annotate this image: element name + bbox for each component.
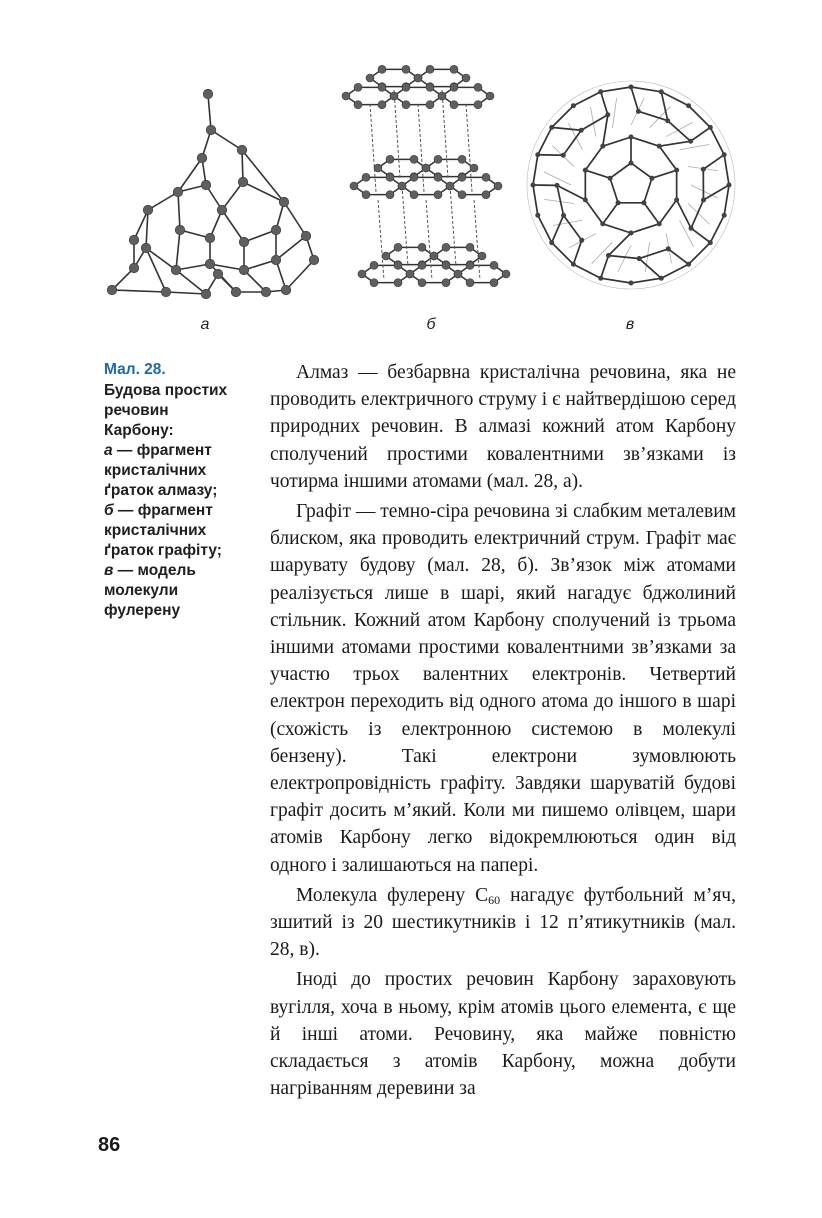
- atom: [583, 168, 587, 172]
- bond: [724, 185, 729, 215]
- atom: [366, 74, 374, 82]
- atom: [583, 198, 587, 202]
- bond: [538, 215, 552, 242]
- bond: [689, 243, 711, 265]
- bond: [208, 94, 211, 130]
- atom: [636, 109, 640, 113]
- bond: [601, 87, 631, 92]
- interlayer-link: [466, 104, 472, 192]
- bond: [659, 200, 676, 224]
- atom: [378, 65, 386, 73]
- atom: [414, 74, 422, 82]
- bond: [661, 92, 667, 121]
- back-bond: [680, 144, 710, 149]
- atom: [494, 182, 502, 190]
- atom: [458, 155, 466, 163]
- atom: [482, 173, 490, 181]
- bond: [552, 127, 582, 130]
- bond: [644, 203, 659, 224]
- atom: [129, 235, 139, 245]
- back-bond: [691, 185, 718, 198]
- atom: [531, 183, 535, 187]
- atom: [378, 83, 386, 91]
- atom: [601, 222, 605, 226]
- bond: [631, 87, 638, 111]
- atom: [674, 198, 678, 202]
- atom: [197, 153, 207, 163]
- atom: [689, 226, 693, 230]
- atom: [382, 252, 390, 260]
- atom: [462, 74, 470, 82]
- bond: [608, 255, 639, 258]
- atom: [599, 276, 603, 280]
- interlayer-link: [378, 200, 384, 280]
- bond: [112, 290, 166, 292]
- bond: [631, 163, 652, 178]
- atom: [665, 119, 669, 123]
- bond: [552, 215, 564, 242]
- bond: [166, 292, 206, 294]
- atom: [217, 205, 227, 215]
- bond: [585, 170, 610, 178]
- paragraph-diamond: Алмаз — безбарвна кристалічна речовина, яка не проводить електричного струму і є найтвердішою серед природних речовин. В алмазі кожний атом Карбону сполучений простими ковалентними зв’язками із чотирма іншими атомами (мал. 28, а).: [270, 362, 736, 492]
- main-text: [270, 359, 736, 1102]
- caption-line: ґраток алмазу;: [104, 482, 218, 499]
- atom: [450, 83, 458, 91]
- bond: [652, 170, 677, 178]
- interlayer-link: [450, 186, 456, 266]
- atom: [418, 261, 426, 269]
- atom: [478, 252, 486, 260]
- atom: [205, 259, 215, 269]
- atom: [418, 243, 426, 251]
- atom: [426, 65, 434, 73]
- caption-line: а — фрагмент: [104, 442, 212, 459]
- bond: [533, 185, 538, 215]
- interlayer-link: [370, 104, 376, 192]
- atom: [727, 183, 731, 187]
- atom: [402, 101, 410, 109]
- bond: [585, 200, 602, 224]
- atom: [659, 90, 663, 94]
- atom: [410, 191, 418, 199]
- atom: [482, 191, 490, 199]
- figure-label-c: в: [625, 316, 635, 333]
- atom: [659, 276, 663, 280]
- bond: [601, 278, 631, 283]
- bond: [691, 127, 711, 141]
- bond: [603, 137, 631, 146]
- bond: [661, 264, 688, 278]
- bond: [573, 92, 600, 106]
- atom: [674, 168, 678, 172]
- atom: [442, 243, 450, 251]
- atom: [342, 92, 350, 100]
- atom: [606, 253, 610, 257]
- figure-label-b: б: [426, 316, 436, 333]
- atom: [394, 243, 402, 251]
- atom: [410, 155, 418, 163]
- caption-letter: а: [104, 442, 113, 459]
- page-number: 86: [98, 1134, 121, 1156]
- bond: [176, 270, 206, 294]
- atom: [406, 270, 414, 278]
- bond: [242, 150, 284, 202]
- bond: [691, 200, 703, 228]
- bond: [552, 106, 574, 128]
- bond: [610, 178, 618, 203]
- bond: [176, 264, 210, 270]
- atom: [657, 144, 661, 148]
- caption-line: в — модель: [104, 562, 196, 579]
- atom: [599, 90, 603, 94]
- atom: [708, 125, 712, 129]
- caption-line: фулерену: [104, 602, 181, 619]
- atom: [601, 144, 605, 148]
- atom: [450, 101, 458, 109]
- atom: [550, 125, 554, 129]
- atom: [470, 164, 478, 172]
- back-bond: [688, 204, 710, 225]
- atom: [722, 213, 726, 217]
- bond: [631, 137, 659, 146]
- bond: [631, 224, 659, 233]
- atom: [370, 279, 378, 287]
- atom: [434, 155, 442, 163]
- atom: [606, 113, 610, 117]
- atom: [450, 65, 458, 73]
- atom: [458, 191, 466, 199]
- atom: [279, 197, 289, 207]
- graphite-lattice-diagram: [336, 60, 512, 310]
- bond: [710, 127, 724, 154]
- bond: [538, 127, 552, 154]
- atom: [213, 269, 223, 279]
- atom: [434, 191, 442, 199]
- bond: [146, 210, 148, 248]
- atom: [561, 213, 565, 217]
- bond: [244, 230, 276, 242]
- bond: [564, 215, 582, 240]
- bond: [603, 203, 618, 224]
- atom: [446, 182, 454, 190]
- atom: [386, 155, 394, 163]
- back-bond: [666, 122, 693, 136]
- atom: [386, 191, 394, 199]
- figure-label-a: а: [200, 316, 210, 333]
- atom: [466, 261, 474, 269]
- caption-line: молекули: [104, 582, 179, 599]
- bond: [631, 87, 661, 92]
- atom: [571, 262, 575, 266]
- atom: [555, 183, 559, 187]
- bond: [603, 115, 608, 146]
- fullerene-text-start: Молекула фулерену С: [296, 884, 489, 906]
- atom: [629, 281, 633, 285]
- paragraph-fullerene: [270, 882, 736, 964]
- bond: [659, 146, 676, 170]
- atom: [143, 205, 153, 215]
- atom: [650, 176, 654, 180]
- atom: [550, 240, 554, 244]
- diamond-lattice-figure: [98, 60, 328, 310]
- bond: [222, 210, 244, 242]
- atom: [502, 270, 510, 278]
- atom: [629, 85, 633, 89]
- fullerene-text-end: нагадує футбольний м’яч, зшитий із 20 шестикутників і 12 п’ятикутників (мал. 28, в).: [270, 884, 736, 961]
- atom: [354, 83, 362, 91]
- atom: [390, 92, 398, 100]
- atom: [271, 225, 281, 235]
- atom: [442, 279, 450, 287]
- atom: [454, 270, 462, 278]
- atom: [608, 176, 612, 180]
- bond: [557, 185, 564, 215]
- atom: [410, 173, 418, 181]
- atom: [486, 92, 494, 100]
- atom: [301, 231, 311, 241]
- caption-letter: б: [104, 502, 114, 519]
- atom: [129, 263, 139, 273]
- atom: [580, 238, 584, 242]
- bond: [178, 192, 180, 230]
- atom: [402, 65, 410, 73]
- bond: [638, 111, 667, 120]
- atom: [474, 101, 482, 109]
- atom: [422, 164, 430, 172]
- fullerene-figure: [520, 60, 742, 310]
- atom: [657, 222, 661, 226]
- atom: [239, 237, 249, 247]
- interlayer-link: [394, 90, 400, 178]
- bond: [243, 182, 284, 202]
- caption-line: кристалічних: [104, 522, 207, 539]
- atom: [536, 153, 540, 157]
- atom: [309, 255, 319, 265]
- interlayer-link: [418, 104, 424, 192]
- atom: [261, 287, 271, 297]
- bond: [639, 259, 661, 279]
- fullerene-subscript: 60: [488, 892, 501, 907]
- atom: [206, 125, 216, 135]
- bond: [610, 163, 631, 178]
- atom: [536, 213, 540, 217]
- bond: [644, 178, 652, 203]
- atom: [398, 182, 406, 190]
- atom: [370, 261, 378, 269]
- atom: [161, 287, 171, 297]
- atom: [686, 262, 690, 266]
- paragraph-charcoal: Іноді до простих речовин Карбону зараховують вугілля, хоча в ньому, крім атомів цього елемента, є ще й інші атоми. Речовину, яка майже повністю складається з атомів Карбону, можна добути нагріванням деревини за: [270, 969, 736, 1100]
- bond: [668, 121, 691, 141]
- caption-letter: в: [104, 562, 114, 579]
- atom: [358, 270, 366, 278]
- bond: [276, 236, 306, 260]
- atom: [107, 285, 117, 295]
- atom: [571, 104, 575, 108]
- atom: [426, 101, 434, 109]
- atom: [374, 164, 382, 172]
- atom: [637, 256, 641, 260]
- atom: [722, 153, 726, 157]
- figure-caption: [104, 360, 254, 621]
- atom: [666, 247, 670, 251]
- atom: [231, 287, 241, 297]
- atom: [701, 167, 705, 171]
- bond: [533, 155, 538, 185]
- atom: [474, 83, 482, 91]
- graphite-lattice-figure: [336, 60, 512, 310]
- atom: [466, 279, 474, 287]
- bond: [601, 92, 608, 115]
- caption-line: б — фрагмент: [104, 502, 213, 519]
- atom: [629, 231, 633, 235]
- bond: [222, 182, 243, 210]
- atom: [629, 161, 633, 165]
- bond: [552, 243, 574, 265]
- bond: [573, 264, 600, 278]
- bond: [176, 230, 180, 270]
- back-bond: [618, 245, 631, 272]
- atom: [203, 89, 213, 99]
- atom: [362, 191, 370, 199]
- atom: [490, 261, 498, 269]
- interlayer-link: [426, 200, 432, 280]
- back-bond: [592, 242, 613, 264]
- atom: [686, 104, 690, 108]
- atom: [688, 139, 692, 143]
- bond: [211, 130, 242, 150]
- back-bond: [612, 98, 616, 128]
- atom: [237, 145, 247, 155]
- atom: [350, 182, 358, 190]
- interlayer-link: [442, 90, 448, 178]
- atom: [271, 255, 281, 265]
- caption-title: Мал. 28.: [104, 361, 166, 378]
- bond: [724, 155, 729, 185]
- fullerene-model-diagram: [520, 60, 742, 310]
- atom: [579, 128, 583, 132]
- atom: [458, 173, 466, 181]
- atom: [426, 83, 434, 91]
- atom: [434, 173, 442, 181]
- bond: [603, 224, 631, 233]
- atom: [239, 265, 249, 275]
- atom: [238, 177, 248, 187]
- atom: [442, 261, 450, 269]
- back-bond: [680, 220, 694, 247]
- atom: [354, 101, 362, 109]
- bond: [585, 146, 602, 170]
- bond: [538, 155, 563, 156]
- bond: [557, 185, 585, 199]
- atom: [708, 240, 712, 244]
- atom: [201, 289, 211, 299]
- atom: [281, 285, 291, 295]
- atom: [386, 173, 394, 181]
- atom: [394, 279, 402, 287]
- atom: [490, 279, 498, 287]
- atom: [141, 243, 151, 253]
- caption-line: кристалічних: [104, 462, 207, 479]
- paragraph-graphite: Графіт — темно-сіра речовина зі слабким металевим блиском, яка проводить електричний струм. Графіт має шарувату будову (мал. 28, б). Зв’язок між атомами реалізується лише в шарі, який нагадує бджолиний стільник. Кожний атом Карбону сполучений із трьома іншими атомами простими ковалентними зв’язками за участю трьох валентних електронів. Четвертий електрон переходить від одного атома до іншого в шарі (схожість із електронною системою в молекулі бензену). Такі електрони зумовлюють електропровідність графіту. Завдяки шаруватій будові графіт досить м’який. Коли ми пишемо олівцем, шари атомів Карбону легко відокремлюються один від одного і залишаються на папері.: [270, 501, 736, 876]
- bond: [284, 202, 306, 236]
- atom: [642, 201, 646, 205]
- interlayer-link: [474, 200, 480, 280]
- back-bond: [544, 199, 574, 203]
- bond: [661, 92, 688, 106]
- bond: [148, 192, 178, 210]
- bond: [286, 260, 314, 290]
- caption-line: Карбону:: [104, 422, 174, 439]
- diamond-lattice-diagram: [98, 60, 328, 310]
- atom: [701, 198, 705, 202]
- bond: [710, 215, 724, 242]
- atom: [561, 153, 565, 157]
- bond: [691, 228, 710, 242]
- atom: [201, 180, 211, 190]
- bond: [703, 155, 724, 170]
- atom: [362, 173, 370, 181]
- atom: [616, 201, 620, 205]
- atom: [175, 225, 185, 235]
- atom: [629, 135, 633, 139]
- caption-line: ґраток графіту;: [104, 542, 222, 559]
- atom: [171, 265, 181, 275]
- atom: [173, 187, 183, 197]
- bond: [601, 255, 609, 278]
- bond: [631, 278, 661, 283]
- interlayer-link: [402, 186, 408, 266]
- atom: [438, 92, 446, 100]
- bond: [639, 249, 668, 259]
- atom: [378, 101, 386, 109]
- caption-line: Будова простих: [104, 382, 228, 399]
- atom: [430, 252, 438, 260]
- bond: [659, 141, 690, 146]
- atom: [466, 243, 474, 251]
- atom: [402, 83, 410, 91]
- atom: [418, 279, 426, 287]
- atom: [394, 261, 402, 269]
- atom: [205, 233, 215, 243]
- bond: [689, 106, 711, 128]
- bond: [573, 240, 581, 264]
- caption-line: речовин: [104, 402, 169, 419]
